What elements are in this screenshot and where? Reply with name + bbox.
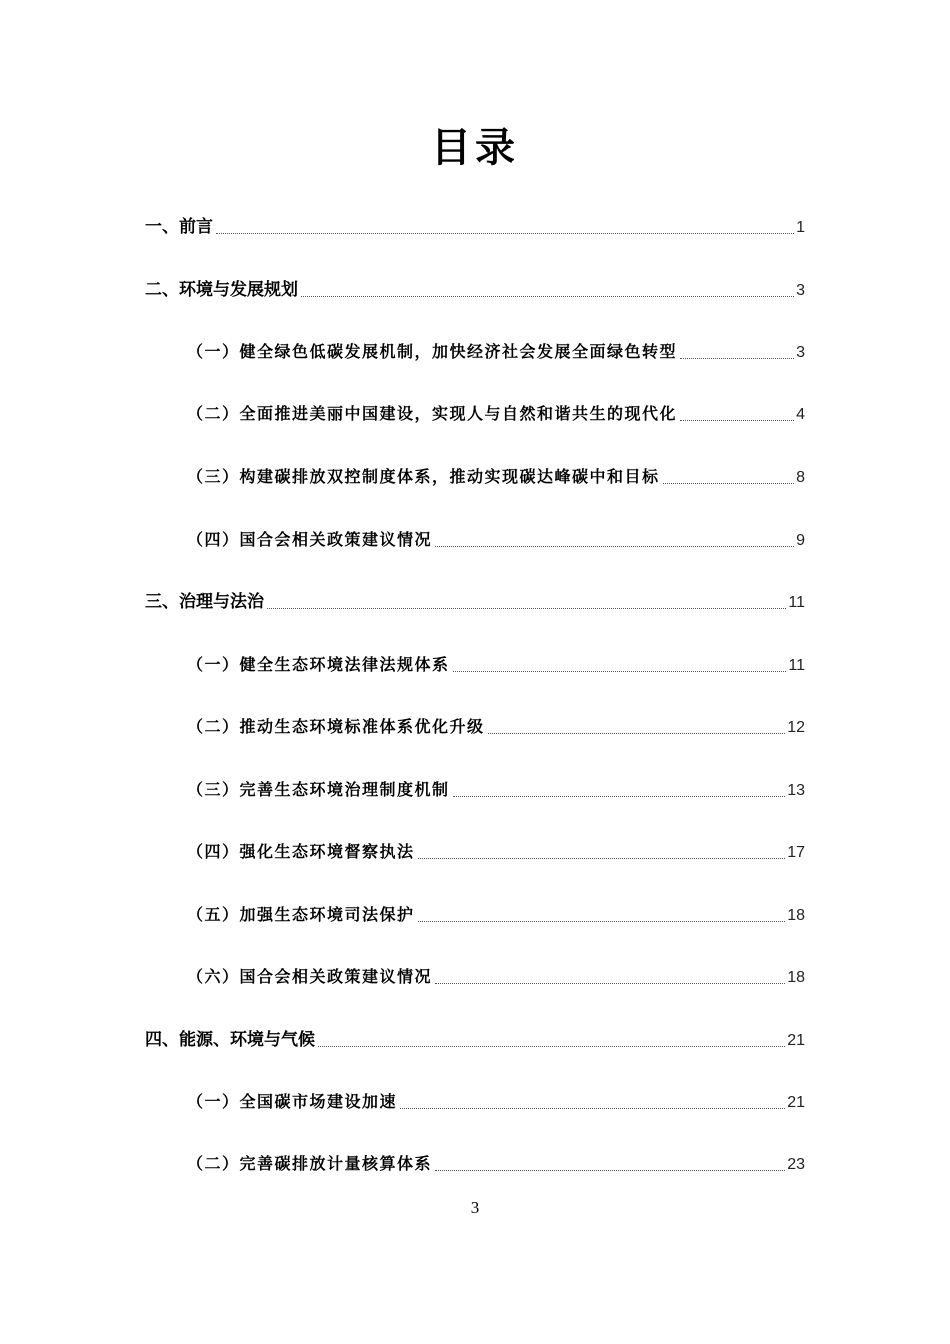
toc-entry-page: 3 (796, 282, 805, 299)
toc-entry-page: 9 (796, 532, 805, 549)
toc-entry-label: 四、能源、环境与气候 (145, 1030, 315, 1050)
toc-entry-page: 21 (787, 1094, 805, 1111)
dot-leader (418, 857, 786, 859)
page-title: 目录 (431, 124, 519, 171)
toc-entry-page: 18 (787, 969, 805, 986)
toc-entry-environmental-standards[interactable] (187, 714, 805, 740)
toc-entry-page: 11 (788, 657, 805, 674)
page-number: 3 (470, 1198, 480, 1217)
toc-entry-page: 11 (788, 594, 805, 611)
toc-entry-carbon-accounting-system[interactable] (187, 1151, 805, 1177)
dot-leader (400, 1107, 785, 1109)
toc-entry-cciced-policy-recommendations[interactable] (187, 527, 805, 553)
toc-entry-label: （四）强化生态环境督察执法 (187, 842, 415, 861)
toc-entry-beautiful-china[interactable] (187, 401, 805, 427)
toc-entry-label: 三、治理与法治 (145, 592, 264, 612)
toc-entry-inspection-enforcement[interactable] (187, 839, 805, 865)
toc-entry-governance-mechanisms[interactable] (187, 777, 805, 803)
toc-entry-label: （五）加强生态环境司法保护 (187, 905, 415, 924)
toc-entry-label: （三）完善生态环境治理制度机制 (187, 780, 450, 799)
dot-leader (453, 795, 786, 797)
dot-leader (318, 1045, 785, 1047)
toc-entry-page: 8 (796, 469, 805, 486)
dot-leader (680, 357, 794, 359)
dot-leader (301, 295, 794, 297)
toc-entry-page: 1 (796, 219, 805, 236)
toc-entry-label: （二）完善碳排放计量核算体系 (187, 1154, 433, 1173)
toc-entry-judicial-protection[interactable] (187, 902, 805, 928)
toc-entry-environment-development-planning[interactable] (145, 277, 805, 303)
dot-leader (267, 607, 786, 609)
toc-entry-label: （三）构建碳排放双控制度体系，推动实现碳达峰碳中和目标 (187, 467, 660, 486)
toc-entry-page: 17 (787, 844, 805, 861)
toc-entry-page: 3 (796, 344, 805, 361)
dot-leader (488, 732, 786, 734)
toc-entry-label: （二）全面推进美丽中国建设，实现人与自然和谐共生的现代化 (187, 404, 678, 423)
toc-entry-page: 21 (787, 1032, 805, 1049)
dot-leader (663, 482, 795, 484)
dot-leader (680, 419, 794, 421)
toc-entry-governance-rule-of-law[interactable] (145, 589, 805, 615)
dot-leader (453, 670, 787, 672)
toc-entry-environmental-laws[interactable] (187, 652, 805, 678)
toc-entry-label: （六）国合会相关政策建议情况 (187, 967, 433, 986)
dot-leader (435, 1169, 785, 1171)
toc-entry-page: 4 (796, 406, 805, 423)
toc-entry-energy-environment-climate[interactable] (145, 1027, 805, 1053)
dot-leader (216, 232, 794, 234)
toc-entry-label: 二、环境与发展规划 (145, 280, 298, 300)
toc-entry-label: （一）全国碳市场建设加速 (187, 1092, 398, 1111)
toc-entry-green-low-carbon-mechanism[interactable] (187, 339, 805, 365)
dot-leader (435, 545, 794, 547)
toc-entry-page: 13 (787, 782, 805, 799)
toc-entry-label: （一）健全生态环境法律法规体系 (187, 655, 450, 674)
toc-entry-label: （一）健全绿色低碳发展机制，加快经济社会发展全面绿色转型 (187, 342, 678, 361)
toc-entry-page: 18 (787, 907, 805, 924)
toc-entry-page: 23 (787, 1156, 805, 1173)
toc-entry-label: （二）推动生态环境标准体系优化升级 (187, 717, 485, 736)
toc-entry-page: 12 (787, 719, 805, 736)
toc-entry-cciced-policy-recommendations-2[interactable] (187, 964, 805, 990)
toc-entry-label: 一、前言 (145, 217, 213, 237)
toc-entry-carbon-dual-control[interactable] (187, 464, 805, 490)
toc-entry-preface[interactable] (145, 214, 805, 240)
toc-entry-label: （四）国合会相关政策建议情况 (187, 530, 433, 549)
dot-leader (418, 920, 786, 922)
toc-entry-national-carbon-market[interactable] (187, 1089, 805, 1115)
dot-leader (435, 982, 785, 984)
